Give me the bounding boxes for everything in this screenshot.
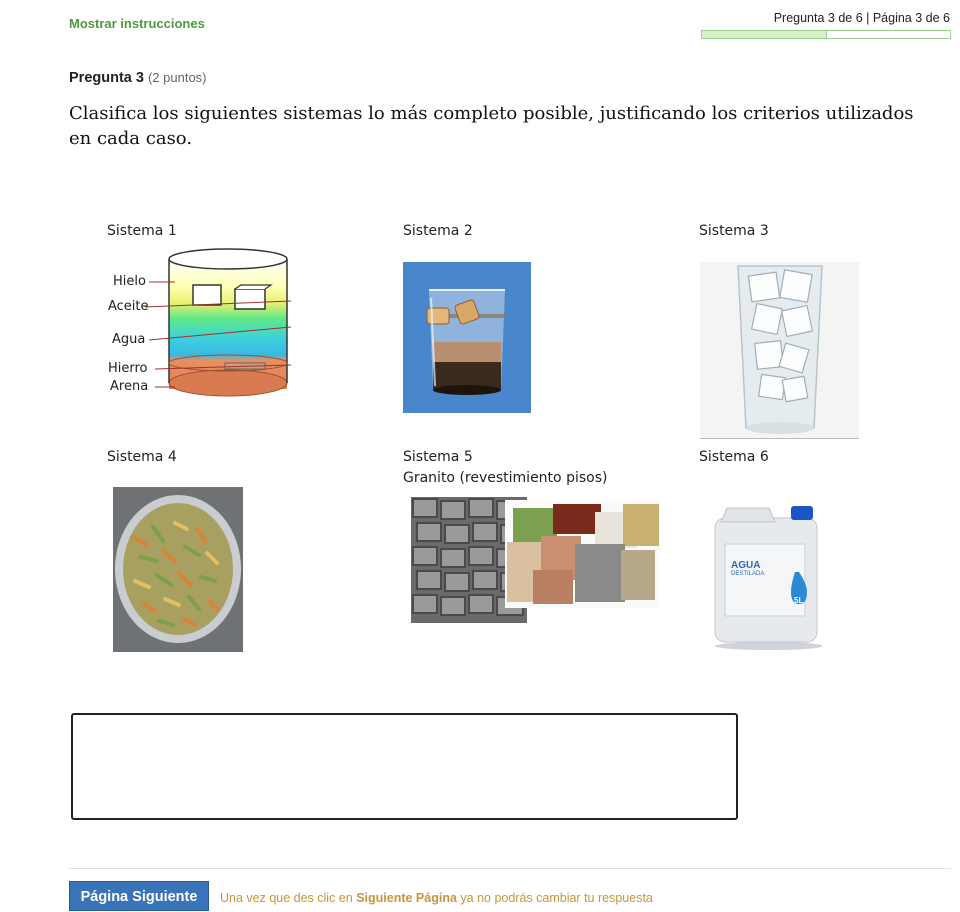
next-page-button[interactable]: Página Siguiente <box>69 881 209 911</box>
system-3-label: Sistema 3 <box>699 223 769 239</box>
bottle-volume-text: 5L <box>794 596 804 605</box>
bottle-subtitle-text: DESTILADA <box>731 571 765 577</box>
question-heading <box>69 70 207 86</box>
label-hielo: Hielo <box>113 274 146 289</box>
label-agua: Agua <box>112 332 146 347</box>
system-4-image <box>113 487 243 652</box>
system-4-label: Sistema 4 <box>107 449 177 465</box>
question-text: Clasifica los siguientes sistemas lo más completo posible, justificando los criterios utilizados en cada caso. <box>69 103 914 149</box>
system-6-label: Sistema 6 <box>699 449 769 465</box>
question-label: Pregunta 3 <box>69 70 144 86</box>
footer-divider <box>69 868 951 869</box>
system-5-granite-samples-image <box>505 500 660 608</box>
system-2-label: Sistema 2 <box>403 223 473 239</box>
progress-text: Pregunta 3 de 6 | Página 3 de 6 <box>773 11 950 25</box>
system-1-label: Sistema 1 <box>107 223 177 239</box>
warning-text-pre: Una vez que des clic en <box>220 891 357 905</box>
label-hierro: Hierro <box>108 361 148 376</box>
bottle-brand-text: AGUA <box>731 560 761 571</box>
label-aceite: Aceite <box>108 299 149 314</box>
progress-bar <box>701 30 951 39</box>
warning-text-post: ya no podrás cambiar tu respuesta <box>456 891 653 905</box>
system-3-image <box>700 262 859 439</box>
system-2-image <box>403 262 531 413</box>
progress-bar-fill <box>702 31 827 38</box>
label-arena: Arena <box>110 379 149 394</box>
question-points: (2 puntos) <box>147 70 207 85</box>
next-page-warning <box>220 891 653 905</box>
system-1-diagram <box>105 245 300 405</box>
show-instructions-link[interactable]: Mostrar instrucciones <box>69 16 205 31</box>
answer-textarea[interactable] <box>71 713 738 820</box>
system-6-image <box>707 500 832 655</box>
warning-text-bold: Siguiente Página <box>356 891 457 905</box>
system-5-sublabel: Granito (revestimiento pisos) <box>403 470 608 486</box>
system-5-label: Sistema 5 <box>403 449 473 465</box>
